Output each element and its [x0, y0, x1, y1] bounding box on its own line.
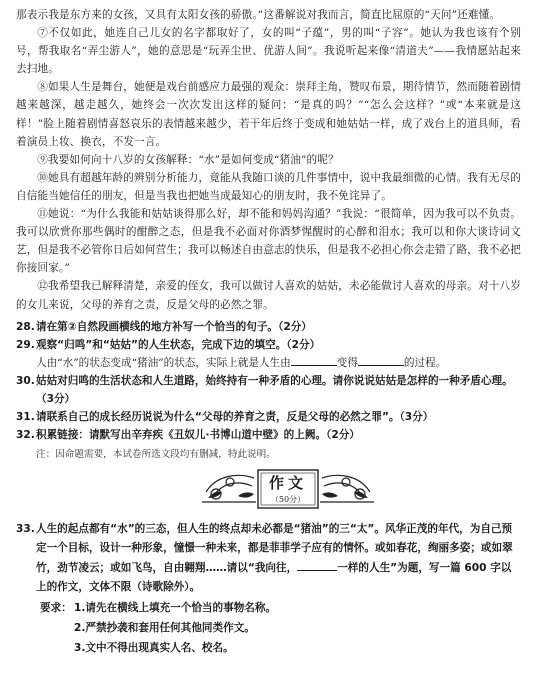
- question-29-fill-line: [16, 354, 521, 372]
- question-number: 29.: [16, 338, 35, 351]
- requirement-1: 1.请先在横线上填充一个恰当的事物名称。: [74, 601, 277, 614]
- essay-text-1: 人生的起点都有“水”的三态，但人生的终点却未必都是“猪油”的三“太”。风华正茂的年代，为自己预定一个目标，设计一种形象，憧憬一种未来，都是菲菲学子应有的情怀。或如春花，绚丽多姿；或如翠竹，劲节凌云；或如飞鸟，自由翱翔……请以“我向往，: [36, 522, 513, 574]
- question-33: [16, 520, 521, 598]
- footnote: 注：因命题需要，本试卷所选文段均有删减，特此说明。: [36, 448, 276, 460]
- question-text: 积累链接：请默写出辛弃疾《丑奴儿·书博山道中壁》的上阙。（2分）: [36, 428, 360, 441]
- question-text: 请在第②自然段画横线的地方补写一个恰当的句子。（2分）: [36, 320, 312, 333]
- question-32: [16, 426, 521, 444]
- essay-question: [16, 520, 521, 658]
- question-29: [16, 336, 521, 354]
- fill-text-2: 变得: [336, 356, 358, 369]
- requirements-label: 要求：: [40, 601, 72, 614]
- question-number: 30.: [16, 374, 35, 387]
- passage-paragraph-6-end: 那表示我是东方来的女孩，又具有太阳女孩的骄傲。”这番解说对我而言，简直比屈原的“天问”还难懂。: [16, 9, 501, 21]
- question-text: 请联系自己的成长经历说说为什么“父母的养育之责，反是父母的必然之罪”。（3分）: [36, 410, 434, 423]
- passage-paragraph-12: ⑫我希望我已解释清楚，亲爱的侄女，我可以做讨人喜欢的姑姑，未必能做讨人喜欢的母亲。对十八岁的女儿来说，父母的养育之责，反是父母的必然之罪。: [16, 280, 521, 311]
- exam-page: [16, 6, 521, 658]
- answer-blank-2[interactable]: [358, 355, 404, 366]
- essay-section-banner: [16, 468, 521, 514]
- essay-section-score: （50分）: [270, 494, 306, 504]
- passage-paragraph-9: ⑨我要如何向十八岁的女孩解释：“水”是如何变成“猪油”的呢？: [37, 153, 339, 166]
- question-number: 32.: [16, 428, 35, 441]
- passage-paragraph-10: ⑩她具有超越年龄的辨别分析能力，竟能从我随口谈的几件事情中，说中我最细微的心情。我有无尽的自信能当她信任的朋友，但是当我也把她当成最知心的朋友时，我不免诧异了。: [16, 171, 521, 202]
- passage-paragraph-8: ⑧如果人生是舞台，她便是戏台前感应力最强的观众：崇拜主角，赞叹布景，期待情节，然而随着剧情越来越深，越走越久，她终会一次次发出这样的疑问：“是真的吗？”“怎么会这样？”或“本来就是这样！”脸上随着剧情喜怒哀乐的表情越来越少，若干年后终于变成和她姑姑一样，成了戏台上的道具师，看着演员上妆、换衣，不发一言。: [16, 81, 521, 148]
- essay-text-2: 一样的人生”为题，写一篇 600 字以上的作文，文体不限（诗歌除外）。: [36, 561, 512, 594]
- essay-title-blank[interactable]: [297, 560, 337, 571]
- question-30: [16, 372, 521, 408]
- question-28: [16, 318, 521, 336]
- passage-paragraph-11: ⑪她说：“为什么我能和姑姑谈得那么好，却不能和妈妈沟通？”我说：“很简单，因为我可以不负责。我可以欣赏你那些偶时的酣醉之态，但是我不必面对你酒梦惺醒时的心醉和泪水；我可以和你大谈诗词文艺，但是我不必管你日后如何营生；我可以畅述自由意志的快乐，但是我不必担心你会走错了路，我不必把你接回家。”: [16, 208, 521, 275]
- fill-text-3: 的过程。: [403, 356, 447, 369]
- question-number: 28.: [16, 320, 35, 333]
- question-text: 观察“归鸣”和“姑姑”的人生状态，完成下边的填空。（2分）: [36, 338, 321, 351]
- question-number: 33.: [16, 522, 35, 535]
- question-number: 31.: [16, 410, 35, 423]
- answer-blank-1[interactable]: [291, 355, 337, 366]
- question-31: [16, 408, 521, 426]
- passage-paragraph-7: ⑦不仅如此，她连自己儿女的名字都取好了，女的叫“子蕴”，男的叫“子容”。她认为我也该有个别号，帮我取名“弄尘游人”，她的意思是“玩弄尘世、优游人间”。我说听起来像“清道夫”——我情愿站起来去扫地。: [16, 27, 521, 76]
- requirement-3: 3.文中不得出现真实人名、校名。: [74, 641, 234, 654]
- requirement-2: 2.严禁抄袭和套用任何其他同类作文。: [74, 621, 255, 634]
- fill-text-1: 人由“水”的状态变成“猪油”的状态，实际上就是人生由: [36, 356, 291, 369]
- essay-section-title: 作文: [268, 473, 307, 492]
- question-text: 姑姑对归鸣的生活状态和人生道路，始终持有一种矛盾的心理。请你说说姑姑是怎样的一种矛盾心理。（3分）: [36, 374, 513, 405]
